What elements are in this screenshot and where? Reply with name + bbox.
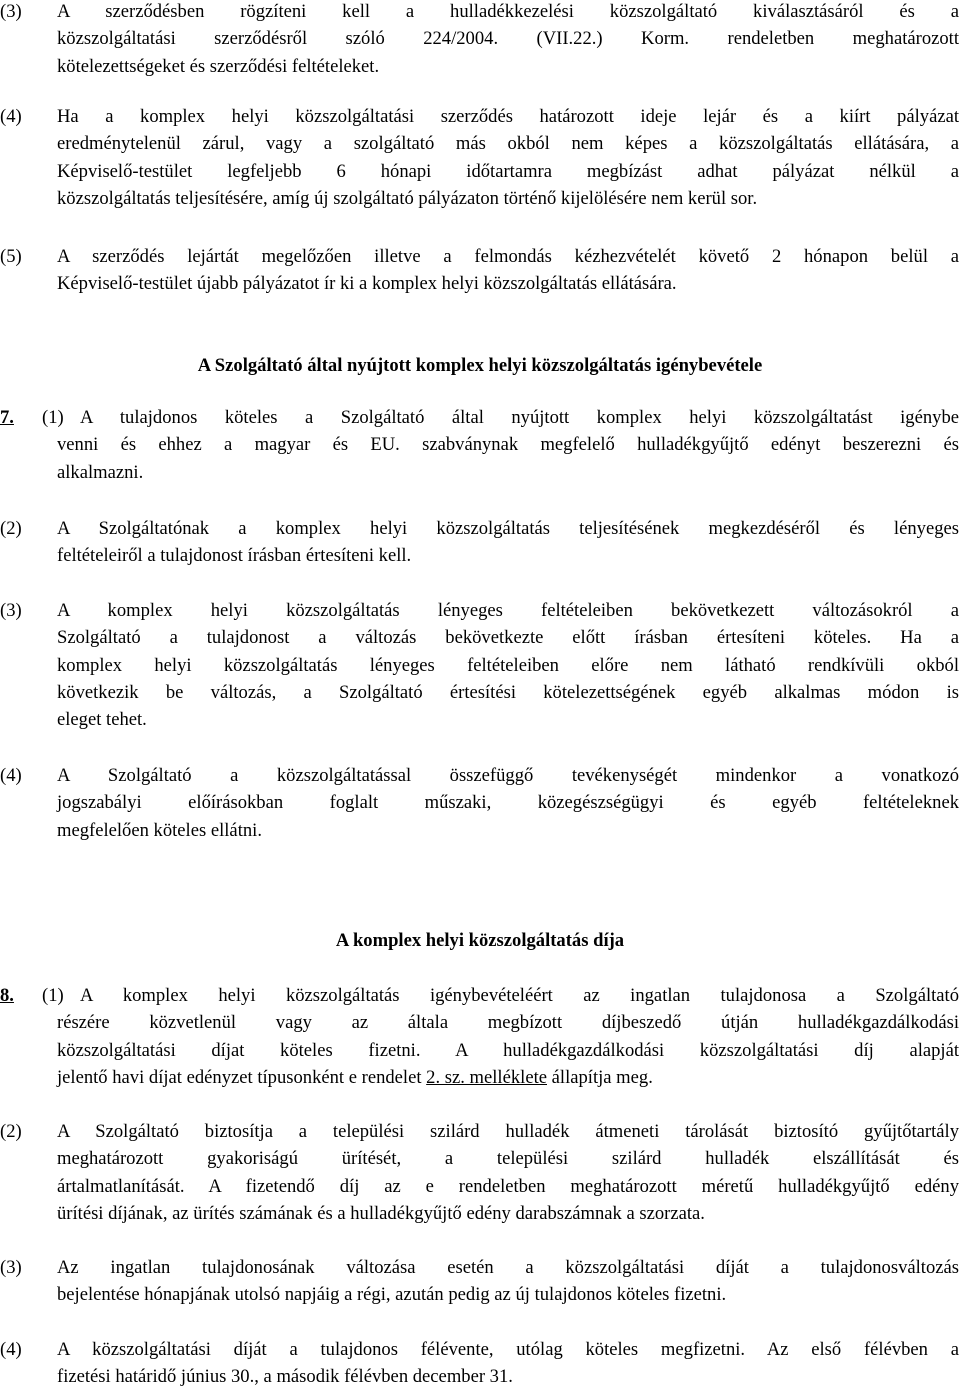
section-7-paragraph-4 [0,762,960,844]
section-number: 8. [0,985,14,1006]
text-line: ürítési díjának, az ürítés számának és a hulladékgyűjtő edény darabszámnak a szorzata. [57,1202,705,1224]
text-line: meghatározott gyakoriságú ürítését, a települési szilárd hulladék elszállítását és [57,1148,959,1170]
paragraph-number: (5) [0,246,22,267]
section-8-paragraph-2 [0,1118,960,1227]
text-line: jogszabályi előírásokban foglalt műszaki, közegészségügyi és egyéb feltételeknek [57,792,959,814]
text-line: Képviselő-testület újabb pályázatot ír ki a komplex helyi közszolgáltatás ellátására. [57,273,677,295]
paragraph-number: (3) [0,1,22,22]
paragraph-number: (1) [42,985,64,1006]
text-line: részére közvetlenül vagy az általa megbízott díjbeszedő útján hulladékgazdálkodási [57,1012,959,1034]
text-line: közszolgáltatási díjat köteles fizetni. A hulladékgazdálkodási közszolgáltatási díj alapját [57,1039,959,1061]
section-8-paragraph-1 [0,982,960,1091]
text-line: venni és ehhez a magyar és EU. szabványnak megfelelő hulladékgyűjtő edényt beszerezni és [57,434,959,456]
text-line: megfelelően köteles ellátni. [57,819,262,841]
paragraph-number: (2) [0,1121,22,1142]
text-line: alkalmazni. [57,461,144,483]
text-line: Az ingatlan tulajdonosának változása esetén a közszolgáltatási díját a tulajdonosváltozás [57,1257,959,1278]
section-heading-service-fee: A komplex helyi közszolgáltatás díja [335,930,625,951]
text-line: komplex helyi közszolgáltatás lényeges feltételeiben előre nem látható rendkívüli okból [57,654,959,676]
text-line: eredménytelenül zárul, vagy a szolgáltató más okból nem képes a közszolgáltatás ellátására, a [57,133,959,155]
annex-link[interactable]: 2. sz. melléklete [426,1066,547,1088]
text-line: Szolgáltató a tulajdonost a változás bekövetkezte előtt írásban értesíteni köteles. Ha a [57,627,959,649]
text-line: A komplex helyi közszolgáltatás lényeges feltételeiben bekövetkezett változásokról a [57,600,959,621]
text-line: Ha a komplex helyi közszolgáltatási szerződés határozott ideje lejár és a kiírt pályázat [57,106,959,127]
paragraph-number: (4) [0,765,22,786]
paragraph-number: (3) [0,600,22,621]
text-line: A Szolgáltató biztosítja a települési szilárd hulladék átmeneti tárolását biztosító gyűjtőtartály [57,1121,959,1142]
paragraph-number: (2) [0,518,22,539]
section-number: 7. [0,407,14,428]
text-line: feltételeiről a tulajdonost írásban értesíteni kell. [57,545,412,567]
text-line: eleget tehet. [57,709,147,731]
paragraph-number: (4) [0,106,22,127]
text-line: ártalmatlanítását. A fizetendő díj az e rendeletben meghatározott méretű hulladékgyűjtő edény [57,1175,959,1197]
text-fragment: jelentő havi díjat edényzet típusonként e rendelet [57,1066,427,1088]
section-7-paragraph-1 [0,404,960,486]
text-line: A komplex helyi közszolgáltatás igénybevételéért az ingatlan tulajdonosa a Szolgáltató [80,985,959,1006]
section-7-paragraph-3 [0,597,960,733]
text-line: A közszolgáltatási díját a tulajdonos félévente, utólag köteles megfizetni. Az első félévben a [57,1339,959,1360]
text-line: A Szolgáltatónak a komplex helyi közszolgáltatás teljesítésének megkezdéséről és lényeges [57,518,959,539]
paragraph-number: (1) [42,407,64,428]
text-line: közszolgáltatás teljesítésére, amíg új szolgáltató pályázaton történő kijelölésére nem kerül sor. [57,187,758,209]
text-line: A tulajdonos köteles a Szolgáltató által nyújtott komplex helyi közszolgáltatást igénybe [80,407,959,428]
section-number-wrap [0,982,14,1009]
text-line: fizetési határidő június 30., a második félévben december 31. [57,1366,513,1388]
paragraph-4-contract-expiry [0,103,960,212]
section-8-paragraph-4 [0,1336,960,1391]
text-line [57,1064,959,1091]
text-fragment: állapítja meg. [547,1066,653,1088]
section-number-wrap [0,404,14,431]
text-line: Képviselő-testület legfeljebb 6 hónapi időtartamra megbízást adhat pályázat nélkül a [57,160,959,182]
section-7-paragraph-2 [0,515,960,570]
text-line: kötelezettségeket és szerződési feltételeket. [57,55,380,77]
paragraph-number: (4) [0,1339,22,1360]
section-8-paragraph-3 [0,1254,960,1309]
paragraph-5-new-tender [0,243,960,298]
text-line: közszolgáltatási szerződésről szóló 224/2004. (VII.22.) Korm. rendeletben meghatározott [57,28,959,50]
text-line: A szerződésben rögzíteni kell a hulladékkezelési közszolgáltató kiválasztásáról és a [57,1,959,22]
text-line: A Szolgáltató a közszolgáltatással összefüggő tevékenységét mindenkor a vonatkozó [57,765,959,786]
section-heading-service-usage: A Szolgáltató által nyújtott komplex helyi közszolgáltatás igénybevétele [197,355,763,376]
text-line: következik be változás, a Szolgáltató értesítési kötelezettségének egyéb alkalmas módon is [57,681,959,703]
text-line: A szerződés lejártát megelőzően illetve a felmondás kézhezvételét követő 2 hónapon belül a [57,246,959,267]
text-line: bejelentése hónapjának utolsó napjáig a régi, azután pedig az új tulajdonos köteles fizetni. [57,1284,727,1306]
paragraph-3-contract-terms [0,0,960,80]
paragraph-number: (3) [0,1257,22,1278]
